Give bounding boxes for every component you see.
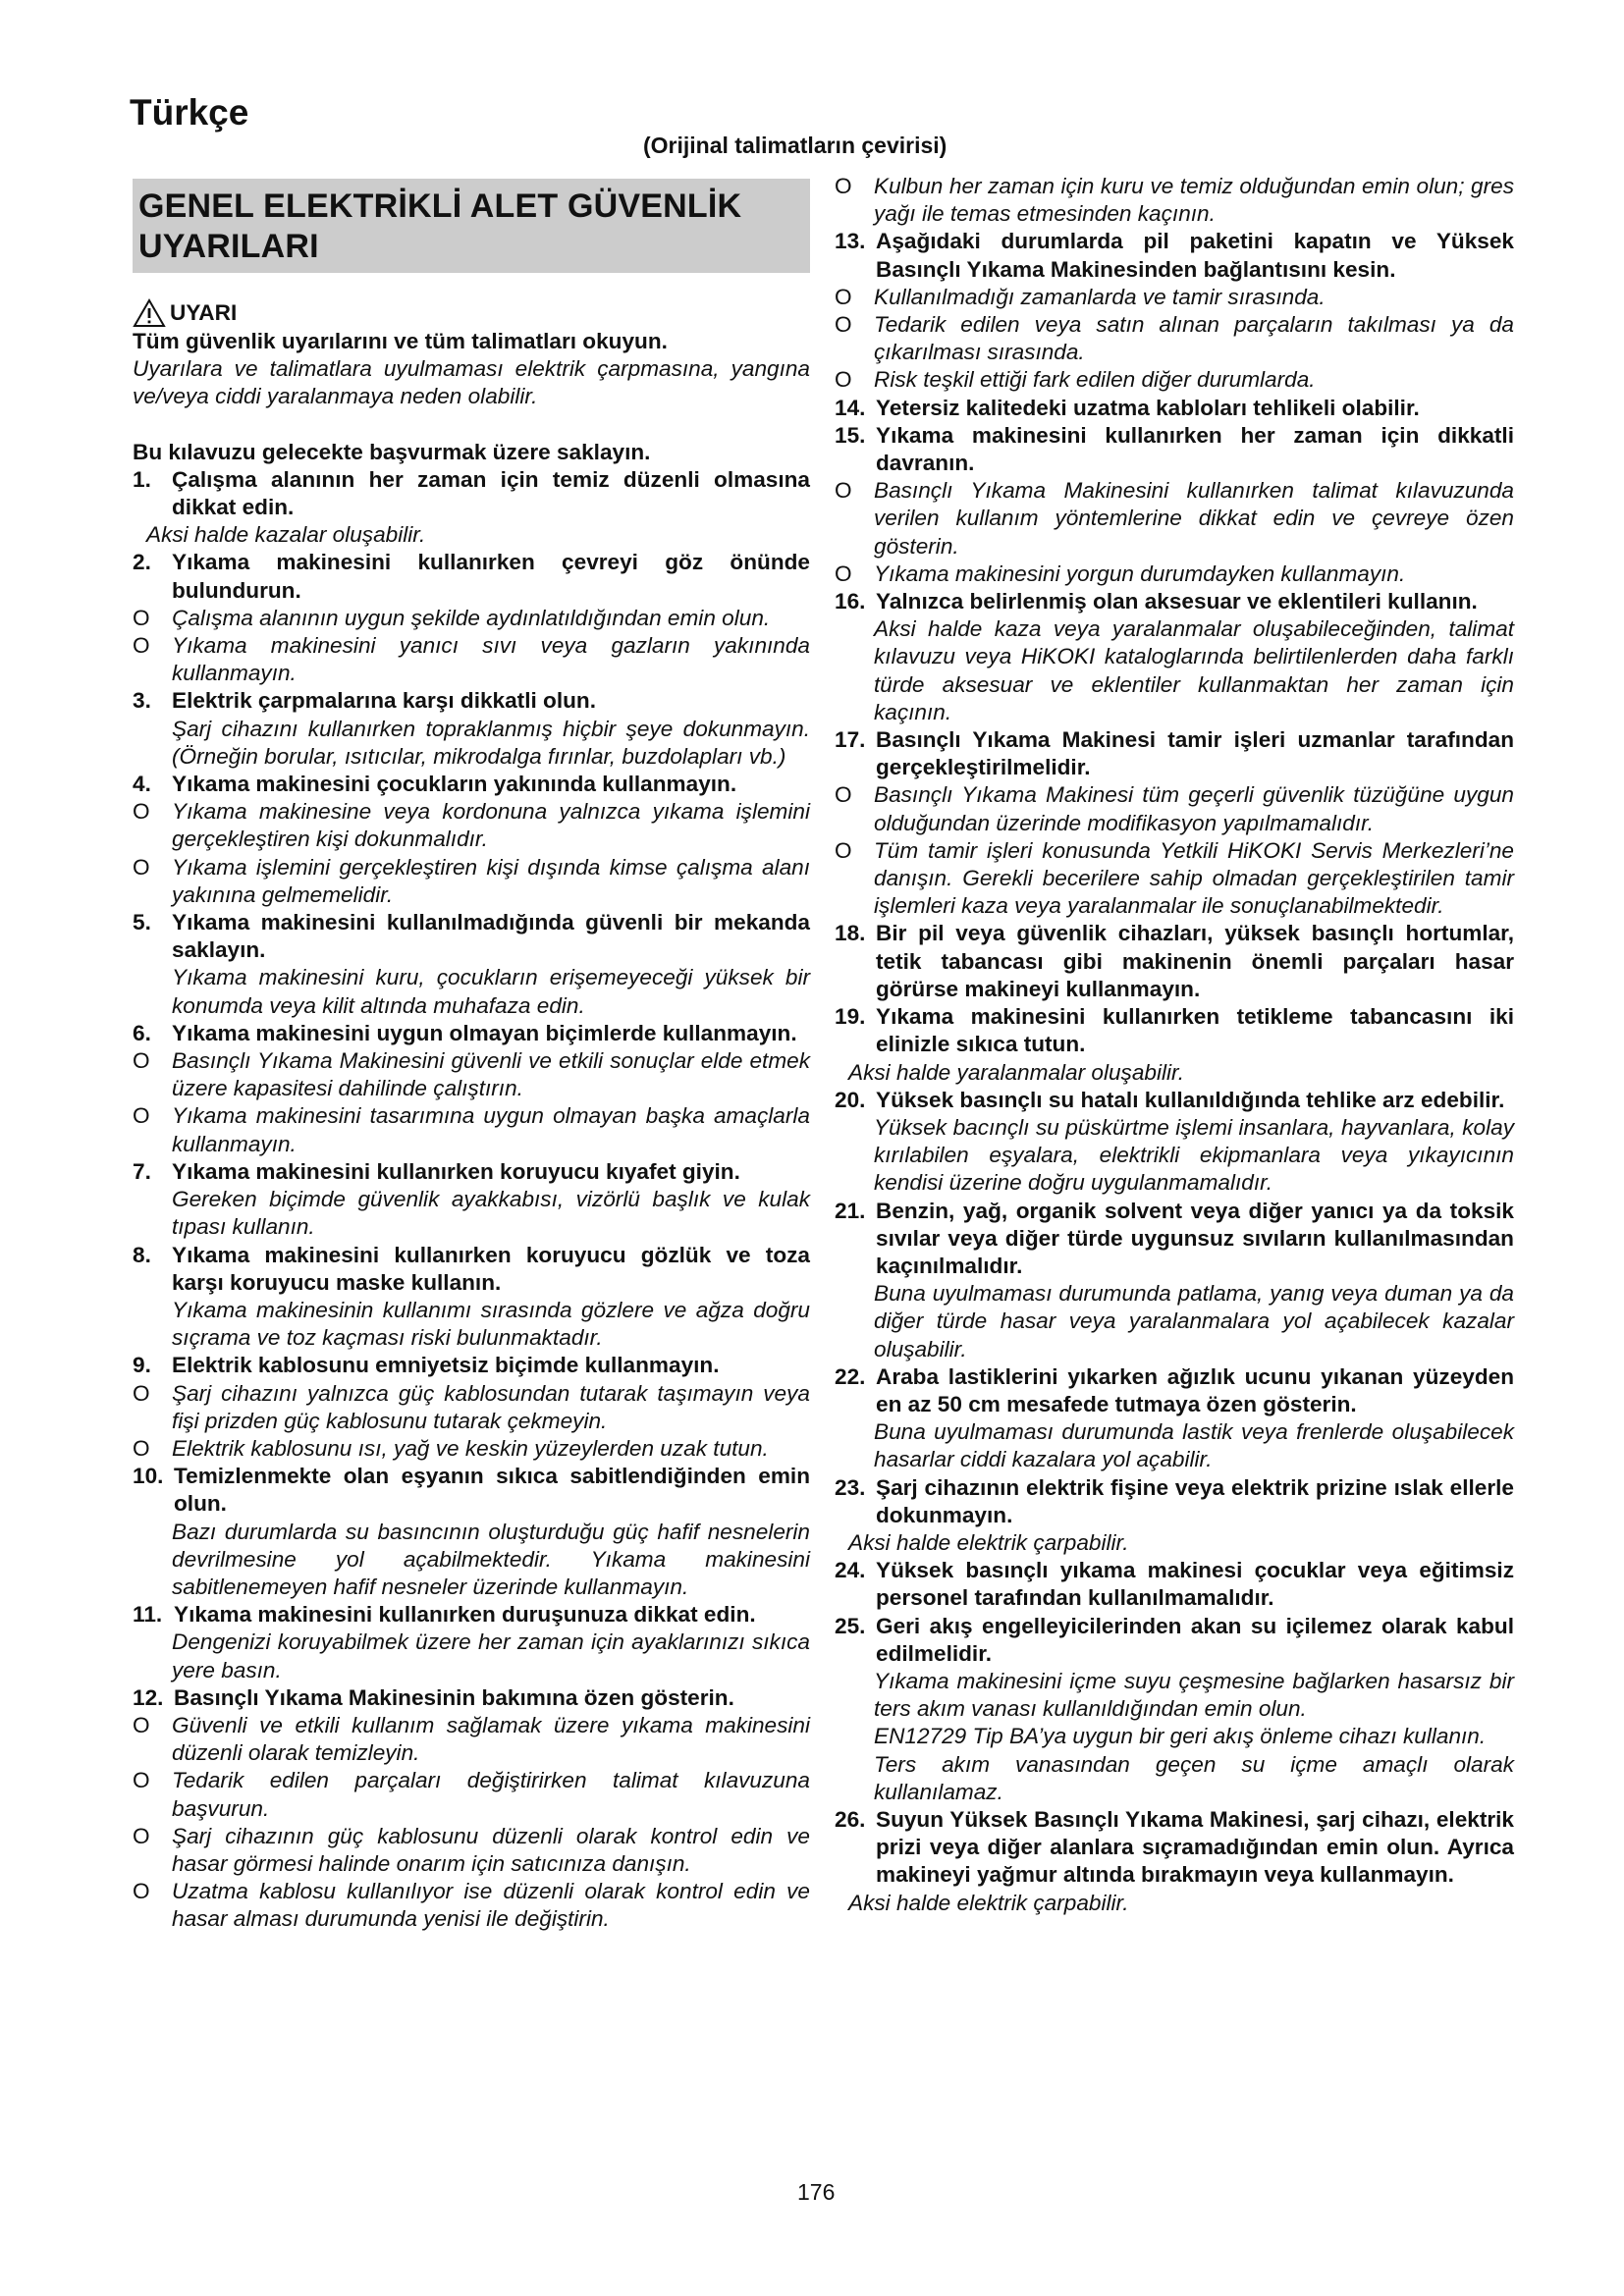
bullet-text: Risk teşkil ettiği fark edilen diğer durumlarda. (874, 367, 1316, 393)
bullet (133, 1102, 810, 1157)
item-5-detail: Yıkama makinesini kuru, çocukların erişemeyeceği yüksek bir konumda veya kilit altında muhafaza edin. (172, 965, 810, 1018)
item-11 (133, 1601, 810, 1629)
intro-italic: Uyarılara ve talimatlara uyulmaması elektrik çarpmasına, yangına ve/veya ciddi yaralanmaya neden olabilir. (133, 356, 810, 409)
item-text: Yıkama makinesini kullanırken tetikleme tabancasını iki elinizle sıkıca tutun. (876, 1004, 1514, 1057)
bullet (133, 605, 810, 632)
bullet (133, 1380, 810, 1435)
item-text: Yüksek basınçlı su hatalı kullanıldığında tehlike arz edebilir. (876, 1087, 1505, 1112)
item-3 (133, 687, 810, 715)
item-number: 3. (133, 688, 151, 714)
item-number: 18. (835, 921, 866, 946)
item-17 (835, 726, 1514, 781)
item-text: Benzin, yağ, organik solvent veya diğer yanıcı ya da toksik sıvılar veya diğer türde uygunsuz sıvıların kullanılmasından kaçınılmalıdır. (876, 1198, 1514, 1278)
bullet (835, 311, 1514, 366)
item-text: Geri akış engelleyicilerinden akan su içilemez olarak kabul edilmelidir. (876, 1613, 1514, 1666)
item-number: 5. (133, 910, 151, 935)
bullet (835, 477, 1514, 561)
item-9 (133, 1352, 810, 1379)
bullet-text: Uzatma kablosu kullanılıyor ise düzenli olarak kontrol edin ve hasar alması durumunda yenisi ile değiştirin. (172, 1879, 810, 1932)
item-11-detail: Dengenizi koruyabilmek üzere her zaman için ayaklarınızı sıkıca yere basın. (172, 1629, 810, 1682)
item-text: Bir pil veya güvenlik cihazları, yüksek basınçlı hortumlar, tetik tabancası gibi makinenin önemli parçaları hasar görürse makineyi kullanmayın. (876, 921, 1514, 1001)
bullet-marker: O (133, 854, 150, 880)
item-number: 9. (133, 1353, 151, 1378)
item-text: Elektrik kablosunu emniyetsiz biçimde kullanmayın. (172, 1353, 720, 1378)
item-number: 22. (835, 1363, 866, 1389)
section-title: GENEL ELEKTRİKLİ ALET GÜVENLİK UYARILARI (133, 179, 810, 273)
item-26-note: Aksi halde elektrik çarpabilir. (848, 1890, 1129, 1915)
item-text: Araba lastiklerini yıkarken ağızlık ucunu yıkanan yüzeyden en az 50 cm mesafede tutmaya özen gösterin. (876, 1363, 1514, 1416)
bullet-marker: O (133, 1048, 150, 1074)
bullet-marker: O (835, 174, 852, 198)
item-number: 20. (835, 1087, 866, 1112)
bullet (835, 284, 1514, 311)
item-text: Yıkama makinesini kullanırken duruşunuza dikkat edin. (174, 1602, 756, 1628)
item-text: Elektrik çarpmalarına karşı dikkatli olun. (172, 688, 596, 714)
item-18 (835, 920, 1514, 1003)
item-text: Yıkama makinesini kullanırken koruyucu kıyafet giyin. (172, 1158, 740, 1184)
item-25-detail-2: EN12729 Tip BA’ya uygun bir geri akış önleme cihazı kullanın. (874, 1724, 1487, 1749)
bullet (133, 632, 810, 687)
warning-label: UYARI (170, 299, 238, 325)
item-25-detail-3: Ters akım vanasından geçen su içme amaçlı olarak kullanılamaz. (874, 1751, 1514, 1804)
item-4 (133, 771, 810, 798)
item-19-note: Aksi halde yaralanmalar oluşabilir. (848, 1059, 1184, 1085)
item-8 (133, 1242, 810, 1297)
item-text: Yalnızca belirlenmiş olan aksesuar ve eklentileri kullanın. (876, 589, 1478, 614)
bullet (835, 173, 1514, 228)
bullet-marker: O (133, 1712, 150, 1737)
keep-manual-note: Bu kılavuzu gelecekte başvurmak üzere saklayın. (133, 439, 651, 464)
item-number: 4. (133, 772, 151, 797)
bullet-marker: O (835, 782, 852, 808)
item-21-detail: Buna uyulmaması durumunda patlama, yanıg veya duman ya da diğer türde hasar veya yaralanmalara yol açabilecek kazalar oluşabilir. (874, 1281, 1514, 1362)
bullet-text: Yıkama makinesine veya kordonuna yalnızca yıkama işlemini gerçekleştiren kişi dokunmalıdır. (172, 799, 810, 852)
item-21 (835, 1198, 1514, 1281)
item-text: Temizlenmekte olan eşyanın sıkıca sabitlendiğinden emin olun. (174, 1464, 810, 1517)
item-text: Suyun Yüksek Basınçlı Yıkama Makinesi, şarj cihazı, elektrik prizi veya diğer alanlara sıçramadığından emin olun. Ayrıca makineyi yağmur altında bırakmayın veya kullanmayın. (876, 1806, 1514, 1888)
item-3-detail: Şarj cihazını kullanırken topraklanmış hiçbir şeye dokunmayın. (Örneğin borular, ısıtıcılar, mikrodalga fırınlar, buzdolapları vb.) (172, 716, 810, 769)
warning-heading (133, 298, 810, 328)
bullet (835, 366, 1514, 394)
language-label: Türkçe (130, 92, 249, 133)
item-8-detail: Yıkama makinesinin kullanımı sırasında gözlere ve ağza doğru sıçrama ve toz kaçması riski bulunmaktadır. (172, 1297, 810, 1351)
item-number: 15. (835, 422, 866, 448)
bullet (133, 1435, 810, 1463)
item-number: 8. (133, 1242, 151, 1267)
bullet-text: Kulbun her zaman için kuru ve temiz olduğundan emin olun; gres yağı ile temas etmesinden kaçının. (874, 174, 1514, 227)
item-24 (835, 1557, 1514, 1612)
item-25-detail-1: Yıkama makinesini içme suyu çeşmesine bağlarken hasarsız bir ters akım vanası kullanıldığından emin olun. (874, 1668, 1514, 1722)
translation-subtitle: (Orijinal talimatların çevirisi) (643, 133, 947, 158)
warning-triangle-icon (133, 298, 166, 328)
item-number: 2. (133, 550, 151, 575)
item-15 (835, 422, 1514, 477)
item-text: Yıkama makinesini kullanırken koruyucu gözlük ve toza karşı koruyucu maske kullanın. (172, 1242, 810, 1295)
item-number: 7. (133, 1158, 151, 1184)
left-column (133, 175, 810, 1934)
bullet-marker: O (835, 837, 852, 863)
item-text: Yıkama makinesini kullanırken çevreyi göz önünde bulundurun. (172, 550, 810, 603)
bullet-text: Tedarik edilen parçaları değiştirirken talimat kılavuzuna başvurun. (172, 1768, 810, 1821)
item-20-detail: Yüksek bacınçlı su püskürtme işlemi insanlara, hayvanlara, kolay kırılabilen eşyalara, elektrikli ekipmanlara veya yıkayıcının kendisi üzerine doğru uygulanmamalıdır. (874, 1114, 1514, 1196)
item-text: Yıkama makinesini kullanırken her zaman için dikkatli davranın. (876, 422, 1514, 476)
bullet-marker: O (835, 284, 852, 309)
item-text: Yüksek basınçlı yıkama makinesi çocuklar veya eğitimsiz personel tarafından kullanılmamalıdır. (876, 1558, 1514, 1611)
bullet-marker: O (835, 367, 852, 393)
item-7-detail: Gereken biçimde güvenlik ayakkabısı, vizörlü başlık ve kulak tıpası kullanın. (172, 1187, 810, 1240)
item-text: Yıkama makinesini çocukların yakınında kullanmayın. (172, 772, 737, 797)
item-number: 11. (133, 1602, 163, 1628)
item-number: 6. (133, 1020, 151, 1045)
bullet-marker: O (133, 1103, 150, 1129)
item-23-note: Aksi halde elektrik çarpabilir. (848, 1529, 1129, 1555)
item-number: 26. (835, 1806, 866, 1832)
item-text: Yetersiz kalitedeki uzatma kabloları tehlikeli olabilir. (876, 395, 1420, 420)
item-number: 10. (133, 1464, 164, 1489)
bullet-marker: O (133, 1768, 150, 1793)
bullet (133, 1878, 810, 1933)
page-number: 176 (797, 2179, 836, 2205)
bullet-marker: O (133, 1823, 150, 1848)
item-2 (133, 549, 810, 604)
item-12 (133, 1684, 810, 1712)
item-number: 17. (835, 727, 866, 753)
bullet (133, 798, 810, 853)
item-10 (133, 1463, 810, 1518)
item-number: 23. (835, 1474, 866, 1500)
bullet-text: Basınçlı Yıkama Makinesini güvenli ve etkili sonuçlar elde etmek üzere kapasitesi dahilinde çalıştırın. (172, 1048, 810, 1101)
item-25 (835, 1613, 1514, 1668)
item-number: 19. (835, 1004, 866, 1030)
bullet-marker: O (835, 561, 852, 586)
item-number: 13. (835, 229, 866, 254)
item-text: Basınçlı Yıkama Makinesinin bakımına özen gösterin. (174, 1684, 734, 1710)
item-number: 25. (835, 1613, 866, 1638)
item-text: Aşağıdaki durumlarda pil paketini kapatın ve Yüksek Basınçlı Yıkama Makinesinden bağlantısını kesin. (876, 229, 1514, 282)
item-16-detail: Aksi halde kaza veya yaralanmalar oluşabileceğinden, talimat kılavuzu veya HiKOKI kataloglarında belirtilenlerden daha farklı türde aksesuar ve eklentiler kullanmaktan her zaman için kaçının. (874, 616, 1514, 724)
item-13 (835, 228, 1514, 283)
item-19 (835, 1003, 1514, 1058)
bullet-marker: O (133, 799, 150, 825)
item-text: Basınçlı Yıkama Makinesi tamir işleri uzmanlar tarafından gerçekleştirilmelidir. (876, 727, 1514, 780)
bullet-text: Elektrik kablosunu ısı, yağ ve keskin yüzeylerden uzak tutun. (172, 1435, 769, 1461)
item-7 (133, 1158, 810, 1186)
item-14 (835, 395, 1514, 422)
bullet-text: Basınçlı Yıkama Makinesi tüm geçerli güvenlik tüzüğüne uygun olduğundan üzerinde modifikasyon yapılmamalıdır. (874, 782, 1514, 835)
bullet-text: Tüm tamir işleri konusunda Yetkili HiKOKI Servis Merkezleri’ne danışın. Gerekli becerilere sahip olmadan gerçekleştirilen tamir işlemleri kaza veya yaralanmalar ile sonuçlanabilmektedir. (874, 837, 1514, 919)
bullet-marker: O (133, 1380, 150, 1406)
item-number: 24. (835, 1558, 866, 1583)
item-text: Çalışma alanının her zaman için temiz düzenli olmasına dikkat edin. (172, 466, 810, 520)
right-column (835, 173, 1514, 1917)
bullet-text: Yıkama işlemini gerçekleştiren kişi dışında kimse çalışma alanı yakınına gelmemelidir. (172, 854, 810, 907)
item-5 (133, 909, 810, 964)
bullet-text: Şarj cihazını yalnızca güç kablosundan tutarak taşımayın veya fişi prizden güç kablosunu tutarak çekmeyin. (172, 1380, 810, 1433)
item-number: 16. (835, 589, 866, 614)
bullet-marker: O (133, 605, 150, 630)
bullet (133, 1712, 810, 1767)
item-number: 1. (133, 466, 151, 492)
item-20 (835, 1087, 1514, 1114)
bullet (133, 854, 810, 909)
bullet-marker: O (133, 1879, 150, 1904)
bullet-text: Yıkama makinesini yorgun durumdayken kullanmayın. (874, 561, 1406, 586)
bullet-text: Basınçlı Yıkama Makinesini kullanırken talimat kılavuzunda verilen kullanım yöntemlerine dikkat edin ve çevreye özen gösterin. (874, 478, 1514, 559)
item-22 (835, 1363, 1514, 1418)
bullet-text: Kullanılmadığı zamanlarda ve tamir sırasında. (874, 284, 1326, 309)
bullet-text: Güvenli ve etkili kullanım sağlamak üzere yıkama makinesini düzenli olarak temizleyin. (172, 1712, 810, 1766)
item-text: Yıkama makinesini kullanılmadığında güvenli bir mekanda saklayın. (172, 910, 810, 963)
bullet-marker: O (133, 633, 150, 659)
bullet-marker: O (835, 312, 852, 338)
bullet (835, 781, 1514, 836)
item-22-detail: Buna uyulmaması durumunda lastik veya frenlerde oluşabilecek hasarlar ciddi kazalara yol açabilir. (874, 1419, 1514, 1472)
item-26 (835, 1806, 1514, 1890)
intro-bold: Tüm güvenlik uyarılarını ve tüm talimatları okuyun. (133, 329, 668, 353)
item-number: 14. (835, 395, 866, 420)
item-23 (835, 1474, 1514, 1529)
bullet-text: Şarj cihazının güç kablosunu düzenli olarak kontrol edin ve hasar görmesi halinde onarım için satıcınıza danışın. (172, 1823, 810, 1876)
bullet-marker: O (835, 478, 852, 504)
bullet-text: Çalışma alanının uygun şekilde aydınlatıldığından emin olun. (172, 605, 771, 630)
bullet (835, 837, 1514, 921)
bullet-text: Yıkama makinesini yanıcı sıvı veya gazların yakınında kullanmayın. (172, 633, 810, 686)
item-16 (835, 588, 1514, 615)
item-1-note: Aksi halde kazalar oluşabilir. (146, 522, 426, 548)
item-6 (133, 1020, 810, 1047)
item-number: 12. (133, 1684, 164, 1710)
bullet (133, 1767, 810, 1822)
item-text: Yıkama makinesini uygun olmayan biçimlerde kullanmayın. (172, 1020, 797, 1045)
bullet-text: Yıkama makinesini tasarımına uygun olmayan başka amaçlarla kullanmayın. (172, 1103, 810, 1156)
bullet-marker: O (133, 1435, 150, 1461)
bullet (835, 561, 1514, 588)
item-number: 21. (835, 1198, 866, 1223)
item-1 (133, 466, 810, 521)
item-10-detail: Bazı durumlarda su basıncının oluşturduğu güç hafif nesnelerin devrilmesine yol açabilmektedir. Yıkama makinesini sabitlenemeyen hafif nesneler üzerinde kullanmayın. (172, 1519, 810, 1599)
bullet-text: Tedarik edilen veya satın alınan parçaların takılması ya da çıkarılması sırasında. (874, 312, 1514, 365)
item-text: Şarj cihazının elektrik fişine veya elektrik prizine ıslak ellerle dokunmayın. (876, 1474, 1514, 1527)
bullet (133, 1823, 810, 1878)
bullet (133, 1047, 810, 1102)
